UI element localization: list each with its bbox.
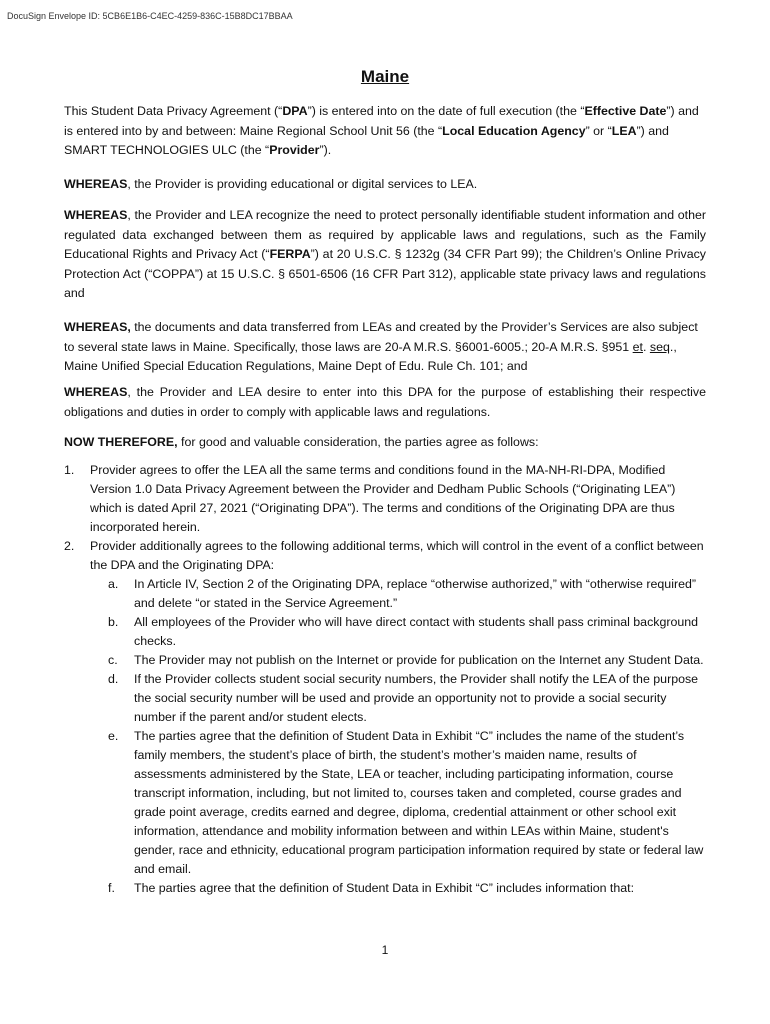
sub-list-item: c. The Provider may not publish on the Internet or provide for publication on the Internet any Student Data. bbox=[108, 653, 704, 667]
docusign-envelope-id: DocuSign Envelope ID: 5CB6E1B6-C4EC-4259-836C-15B8DC17BBAA bbox=[7, 11, 293, 21]
sub-list-item: a. In Article IV, Section 2 of the Originating DPA, replace “otherwise authorized,” with “otherwise required” and delete “or stated in the Service Agreement.” bbox=[108, 577, 696, 610]
page-title: Maine bbox=[360, 67, 410, 86]
whereas-paragraph-4: WHEREAS, the Provider and LEA desire to enter into this DPA for the purpose of establishing their respective obligations and duties in order to comply with applicable laws and regulations. bbox=[64, 385, 706, 419]
now-therefore-paragraph: NOW THEREFORE, for good and valuable consideration, the parties agree as follows: bbox=[64, 435, 539, 449]
whereas-paragraph-2: WHEREAS, the Provider and LEA recognize the need to protect personally identifiable student information and other regulated data exchanged between them as required by applicable laws and regulations, such as the Family Educational Rights and Privacy Act (“FERPA”) at 20 U.S.C. § 1232g (34 CFR Part 99); the Children’s Online Privacy Protection Act (“COPPA”) at 15 U.S.C. § 6501-6506 (16 CFR Part 312), applicable state privacy laws and regulations and bbox=[64, 208, 706, 301]
sub-list-item: d. If the Provider collects student social security numbers, the Provider shall notify the LEA of the purpose the social security number will be used and provide an opportunity not to provide a social security number if the parent and/or student elects. bbox=[108, 672, 699, 724]
sub-list-item: b. All employees of the Provider who will have direct contact with students shall pass criminal background checks. bbox=[108, 615, 699, 648]
whereas-paragraph-3: WHEREAS, the documents and data transferred from LEAs and created by the Provider’s Services are also subject to several state laws in Maine. Specifically, those laws are 20-A M.R.S. §6001-6005.; 20-A M.R.S. §951 et. seq., Maine Unified Special Education Regulations, Maine Dept of Edu. Rule Ch. 101; and bbox=[64, 320, 698, 374]
list-item: 2. Provider additionally agrees to the following additional terms, which will control in the event of a conflict between the DPA and the Originating DPA: bbox=[64, 539, 704, 572]
intro-paragraph: This Student Data Privacy Agreement (“DPA”) is entered into on the date of full execution (the “Effective Date”) and is entered into by and between: Maine Regional School Unit 56 (the “Local Education Agency” or “LEA”) and SMART TECHNOLOGIES ULC (the “Provider”). bbox=[64, 104, 699, 158]
page-number: 1 bbox=[381, 943, 389, 957]
terms-list bbox=[64, 461, 708, 898]
list-item: 1. Provider agrees to offer the LEA all the same terms and conditions found in the MA-NH-RI-DPA, Modified Version 1.0 Data Privacy Agreement between the Provider and Dedham Public Schools (“Originating LEA”) which is dated April 27, 2021 (“Originating DPA”). The terms and conditions of the Originating DPA are thus incorporated herein. bbox=[64, 463, 676, 534]
sub-list-item: f. The parties agree that the definition of Student Data in Exhibit “C” includes information that: bbox=[108, 881, 635, 895]
sub-list-item: e. The parties agree that the definition of Student Data in Exhibit “C” includes the name of the student’s family members, the student’s place of birth, the student’s mother’s maiden name, results of assessments administered by the State, LEA or teacher, including participating information, course transcript information, including, but not limited to, courses taken and completed, course grades and grade point average, credits earned and degree, diploma, credential attainment or other school exit information, attendance and mobility information between and within LEAs within Maine, student's gender, race and ethnicity, educational program participation information required by state or federal law and email. bbox=[108, 729, 704, 876]
whereas-paragraph-1: WHEREAS, the Provider is providing educational or digital services to LEA. bbox=[64, 177, 478, 191]
